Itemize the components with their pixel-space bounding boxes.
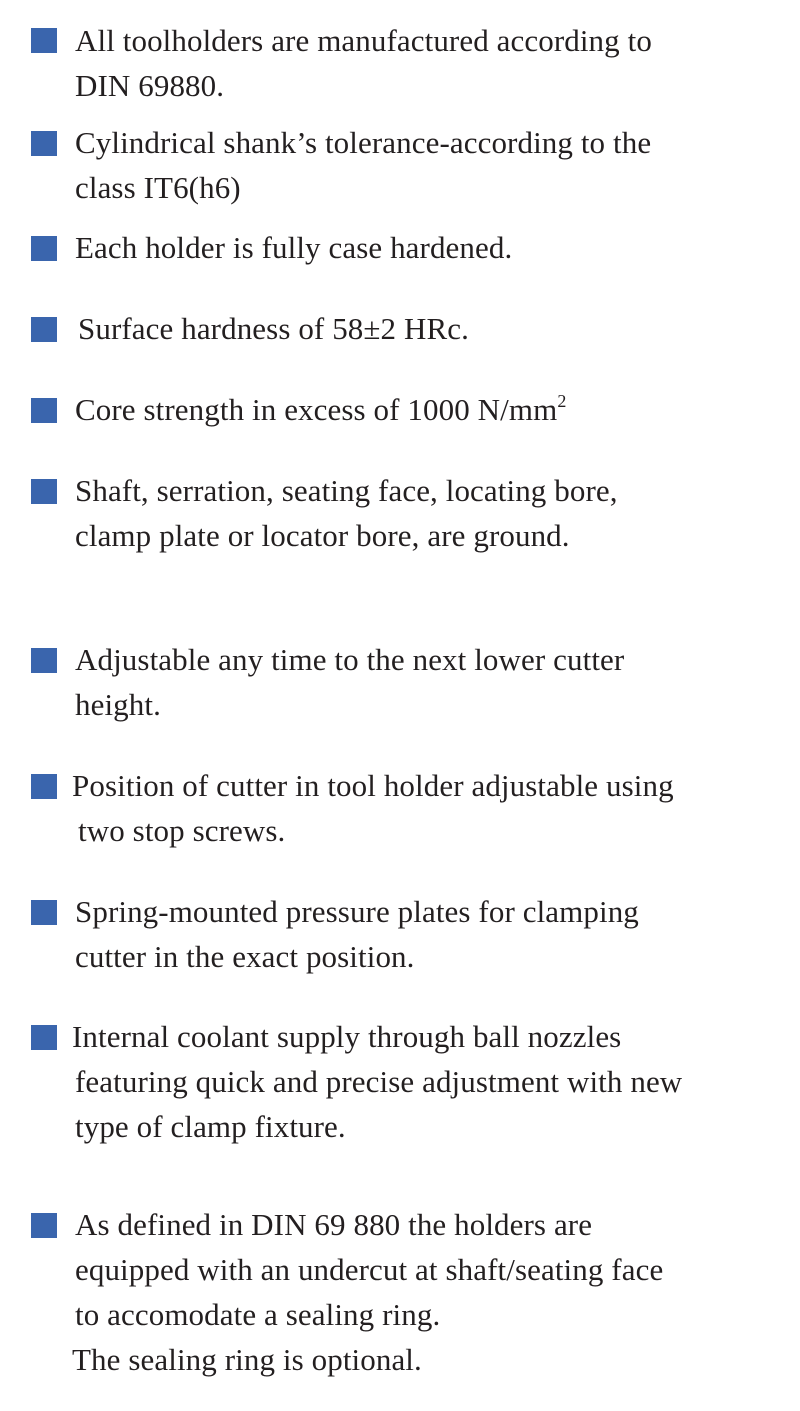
feature-text-line: type of clamp fixture. (75, 1109, 346, 1144)
feature-text-line: Each holder is fully case hardened. (75, 230, 513, 265)
feature-text-line: Spring-mounted pressure plates for clamping (75, 894, 639, 929)
feature-text-line: featuring quick and precise adjustment with new (75, 1064, 683, 1099)
square-bullet-icon (31, 774, 57, 799)
feature-text-line: equipped with an undercut at shaft/seating face (75, 1252, 664, 1287)
feature-text-line: Position of cutter in tool holder adjustable using (72, 768, 674, 803)
square-bullet-icon (31, 1025, 57, 1050)
feature-text-line: Shaft, serration, seating face, locating bore, (75, 473, 618, 508)
feature-text-line: DIN 69880. (75, 68, 225, 103)
square-bullet-icon (31, 479, 57, 504)
feature-text-line: Surface hardness of 58±2 HRc. (78, 311, 469, 346)
superscript: 2 (557, 391, 567, 411)
feature-text-line: cutter in the exact position. (75, 939, 415, 974)
feature-text-line: to accomodate a sealing ring. (75, 1297, 441, 1332)
square-bullet-icon (31, 317, 57, 342)
square-bullet-icon (31, 1213, 57, 1238)
feature-text-line: two stop screws. (78, 813, 286, 848)
feature-text-line: class IT6(h6) (75, 170, 241, 205)
square-bullet-icon (31, 131, 57, 156)
square-bullet-icon (31, 398, 57, 423)
feature-text-line: Internal coolant supply through ball nozzles (72, 1019, 622, 1054)
feature-text-line: The sealing ring is optional. (72, 1342, 422, 1377)
square-bullet-icon (31, 236, 57, 261)
feature-text-line: All toolholders are manufactured according to (75, 23, 652, 58)
feature-text-line: Adjustable any time to the next lower cutter (75, 642, 625, 677)
feature-text-line: clamp plate or locator bore, are ground. (75, 518, 570, 553)
feature-text-line: As defined in DIN 69 880 the holders are (75, 1207, 593, 1242)
feature-text-line: Cylindrical shank’s tolerance-according to the (75, 125, 652, 160)
square-bullet-icon (31, 648, 57, 673)
square-bullet-icon (31, 28, 57, 53)
square-bullet-icon (31, 900, 57, 925)
feature-text-line: height. (75, 687, 161, 722)
feature-text-line: Core strength in excess of 1000 $N/mm^2$ (75, 391, 567, 427)
